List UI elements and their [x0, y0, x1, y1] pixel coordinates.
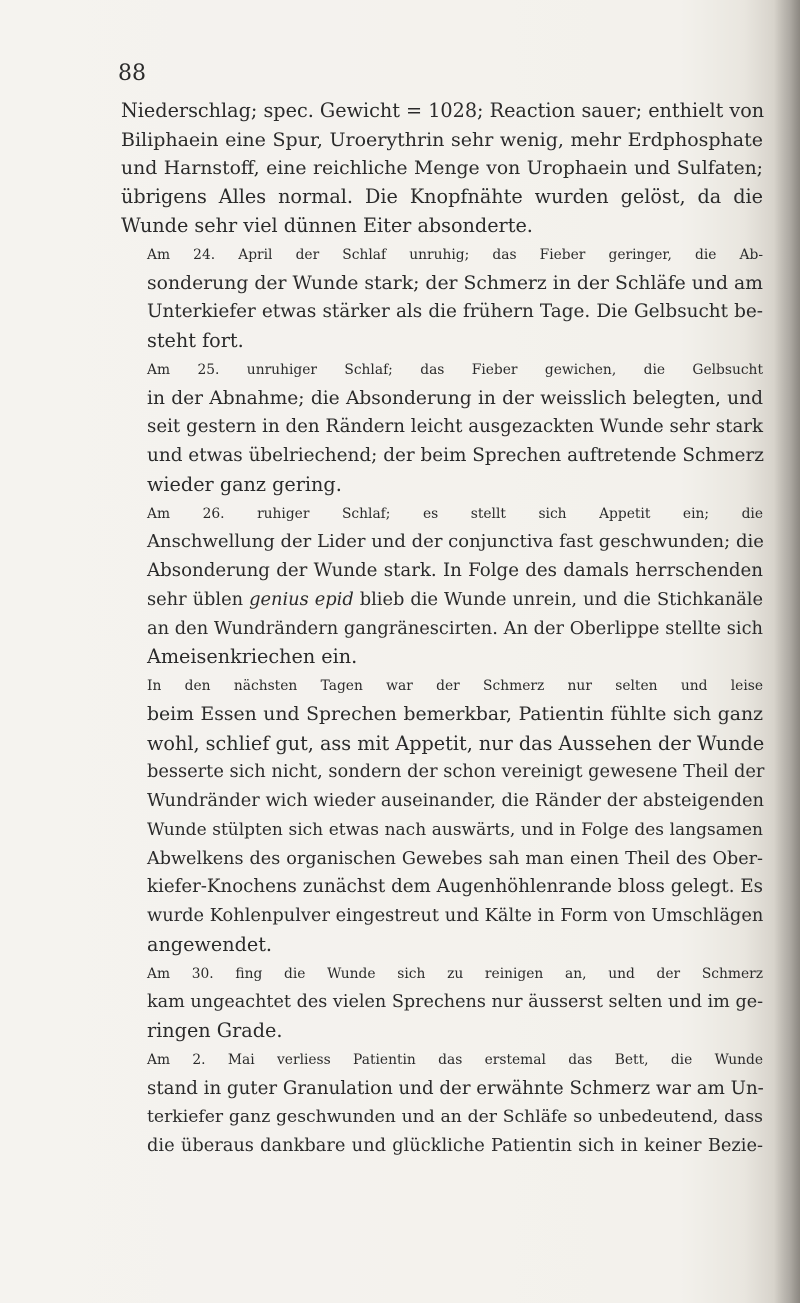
text-line: wurde Kohlenpulver eingestreut und Kälte in Form von Umschlägen: [147, 905, 764, 926]
text-line: Am 24. April der Schlaf unruhig; das Fieber geringer, die Ab-: [147, 246, 763, 263]
text-line: seit gestern in den Rändern leicht ausgezackten Wunde sehr stark: [147, 416, 763, 438]
text-line: Unterkiefer etwas stärker als die frühern Tage. Die Gelbsucht be-: [147, 301, 763, 323]
text-line: Am 30. fing die Wunde sich zu reinigen an, und der Schmerz: [147, 965, 763, 982]
text-line: sonderung der Wunde stark; der Schmerz in der Schläfe und am: [147, 272, 763, 294]
text-line: Abwelkens des organischen Gewebes sah man einen Theil des Ober-: [147, 848, 763, 869]
page-number: 88: [118, 61, 146, 86]
paragraph: [121, 960, 763, 1046]
text-line: Am 2. Mai verliess Patientin das erstemal das Bett, die Wunde: [147, 1051, 763, 1068]
page-gutter-shadow: [774, 0, 800, 1303]
text-line: an den Wundrändern gangränescirten. An der Oberlippe stellte sich: [147, 617, 763, 639]
text-line: und etwas übelriechend; der beim Sprechen auftretende Schmerz: [147, 445, 764, 466]
body-text: [121, 97, 763, 1161]
paragraph: [121, 97, 763, 241]
text-line: Ameisenkriechen ein.: [147, 645, 358, 669]
text-line: steht fort.: [147, 329, 244, 352]
paragraph: [121, 500, 763, 673]
text-line: die überaus dankbare und glückliche Patientin sich in keiner Bezie-: [147, 1135, 763, 1156]
text-line: wohl, schlief gut, ass mit Appetit, nur das Aussehen der Wunde: [147, 731, 765, 755]
paragraph: [121, 241, 763, 356]
paragraph: [121, 672, 763, 960]
text-line: ringen Grade.: [147, 1019, 283, 1042]
text-line: Anschwellung der Lider und der conjunctiva fast geschwunden; die: [147, 531, 764, 553]
text-line: Wunde sehr viel dünnen Eiter absonderte.: [121, 214, 533, 237]
text-line: In den nächsten Tagen war der Schmerz nur selten und leise: [147, 678, 763, 694]
text-line: und Harnstoff, eine reichliche Menge von Urophaein und Sulfaten;: [121, 157, 763, 179]
text-line: Wundränder wich wieder auseinander, die Ränder der absteigenden: [147, 790, 764, 811]
text-line: beim Essen und Sprechen bemerkbar, Patientin fühlte sich ganz: [147, 703, 763, 725]
text-line: in der Abnahme; die Absonderung in der weisslich belegten, und: [147, 387, 763, 409]
paragraph: [121, 1046, 763, 1161]
text-line: kiefer-Knochens zunächst dem Augenhöhlenrande bloss gelegt. Es: [147, 876, 763, 898]
text-line: übrigens Alles normal. Die Knopfnähte wurden gelöst, da die: [121, 185, 763, 209]
paragraph: [121, 356, 763, 500]
text-line: wieder ganz gering.: [147, 472, 342, 496]
text-line: Niederschlag; spec. Gewicht = 1028; Reaction sauer; enthielt von: [121, 99, 765, 122]
text-line: Am 25. unruhiger Schlaf; das Fieber gewichen, die Gelbsucht: [147, 361, 763, 378]
text-line: besserte sich nicht, sondern der schon vereinigt gewesene Theil der: [147, 761, 765, 783]
text-line: stand in guter Granulation und der erwähnte Schmerz war am Un-: [147, 1077, 764, 1099]
text-line: angewendet.: [147, 932, 273, 956]
text-line: sehr üblen genius epid blieb die Wunde unrein, und die Stichkanäle: [147, 588, 764, 610]
text-line: Wunde stülpten sich etwas nach auswärts, und in Folge des langsamen: [147, 819, 763, 840]
text-line: Absonderung der Wunde stark. In Folge des damals herrschenden: [147, 560, 763, 581]
text-line: Biliphaein eine Spur, Uroerythrin sehr wenig, mehr Erdphosphate: [121, 128, 763, 151]
text-line: Am 26. ruhiger Schlaf; es stellt sich Appetit ein; die: [147, 505, 763, 522]
text-line: terkiefer ganz geschwunden und an der Schläfe so unbedeutend, dass: [147, 1107, 763, 1128]
text-line: kam ungeachtet des vielen Sprechens nur äusserst selten und im ge-: [147, 992, 764, 1013]
